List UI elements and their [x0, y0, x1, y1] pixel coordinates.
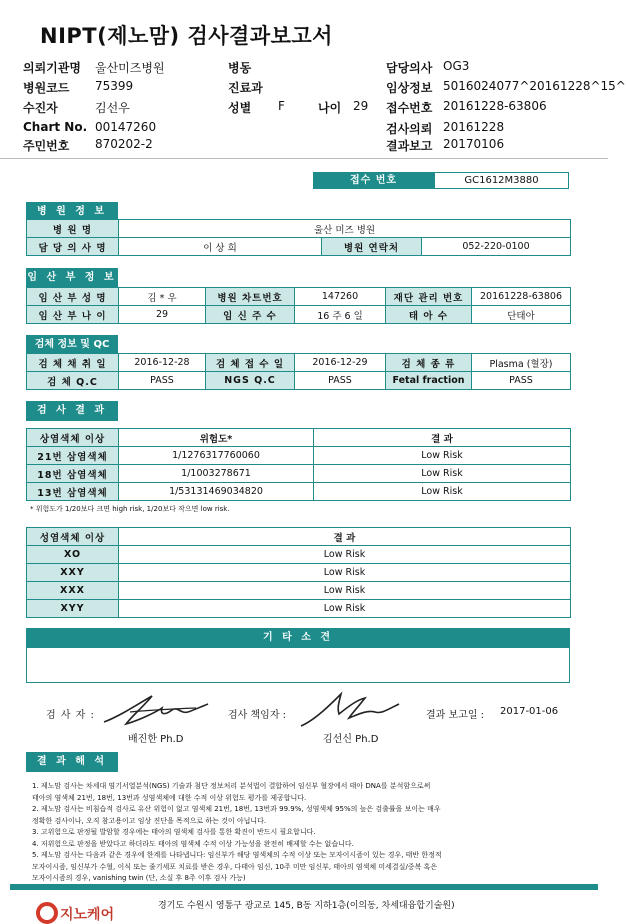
patient-name: 김 * 우	[119, 288, 206, 306]
cell-label: XXY	[27, 564, 119, 582]
result-value: Low Risk	[314, 465, 571, 483]
header-value: 75399	[95, 79, 134, 93]
interpretation-text	[32, 781, 442, 885]
fetal-fraction: PASS	[472, 372, 571, 390]
specimen-type: Plasma (혈장)	[472, 354, 571, 372]
hospital-contact: 052-220-0100	[422, 238, 571, 256]
interpretation-line: 정확한 검사이나, 오직 참고용이고 임상 진단을 목적으로 하는 것이 아닙니다.	[32, 816, 267, 825]
specimen-table	[26, 353, 571, 390]
header-value: OG3	[443, 59, 470, 73]
sex-chromosome-table	[26, 527, 571, 618]
patient-table	[26, 287, 571, 324]
section-header: 병 원 정 보	[26, 202, 118, 222]
interpretation-line: 태아의 염색체 21번, 18번, 13번과 성염색체에 대한 수적 이상 위험도 평가를 제공합니다.	[32, 793, 307, 802]
header-label: 나이	[318, 101, 342, 115]
interpretation-line: 5. 제노맘 검사는 다음과 같은 경우에 한계를 나타냅니다: 임신부가 해당 염색체의 수적 이상 또는 모자이시즘이 있는 경우, 태반 한정적	[32, 851, 442, 859]
other-findings-header: 기 타 소 견	[26, 628, 570, 648]
page-title: NIPT(제노맘) 검사결과보고서	[40, 24, 333, 48]
report-date: 2017-01-06	[500, 706, 559, 717]
header-label: 병원코드	[23, 81, 70, 95]
specimen-qc: PASS	[119, 372, 206, 390]
manager-name: 김선신 Ph.D	[323, 734, 379, 745]
table-row	[27, 546, 571, 564]
cell-label: 병원 차트번호	[206, 288, 295, 306]
company-logo-icon	[36, 902, 58, 924]
header-value: 870202-2	[95, 137, 153, 151]
header-label: 담당의사	[386, 61, 433, 75]
section-header: 검체 정보 및 QC	[26, 335, 118, 355]
interpretation-line: 3. 고위험으로 판정될 발암할 경우에는 태아의 염색체 검사를 통한 확진이 반드시 필요합니다.	[32, 828, 316, 836]
header-label: Chart No.	[23, 120, 88, 134]
header-value: 00147260	[95, 120, 157, 134]
table-row	[27, 483, 571, 501]
cell-label: 검 체 채 취 일	[27, 354, 119, 372]
table-row	[27, 465, 571, 483]
cell-label: 임 신 주 수	[206, 306, 295, 324]
patient-chart: 147260	[295, 288, 386, 306]
col-header: 위험도*	[119, 429, 314, 447]
tester-signature	[100, 690, 215, 730]
header-label: 진료과	[228, 81, 263, 95]
cell-label: XYY	[27, 600, 119, 618]
receive-date: 2016-12-29	[295, 354, 386, 372]
other-findings-content	[26, 648, 570, 683]
col-header: 결 과	[119, 528, 571, 546]
cell-label: 담 당 의 사 명	[27, 238, 119, 256]
interpretation-line: 1. 제노맘 검사는 차세대 염기서열분석(NGS) 기술과 첨단 정보처리 분석법이 결합하여 임신부 혈장에서 태아 DNA를 분석함으로써	[32, 782, 431, 790]
cell-label: 재단 관리 번호	[386, 288, 472, 306]
doctor-name: 이 상 희	[119, 238, 322, 256]
table-row	[27, 582, 571, 600]
header-label: 의뢰기관명	[23, 61, 81, 75]
header-value: 울산미즈병원	[95, 61, 165, 75]
header-value: 김선우	[95, 101, 130, 115]
cell-label: 태 아 수	[386, 306, 472, 324]
cell-label: 임 산 부 나 이	[27, 306, 119, 324]
cell-label: 임 산 부 성 명	[27, 288, 119, 306]
interpretation-line: 2. 제노맘 검사는 비침습적 검사로 유산 위험이 없고 염색체 21번, 18번, 13번과 99.9%, 성염색체 95%의 높은 검출률을 보이는 매우	[32, 805, 441, 813]
footer-bar	[10, 884, 598, 890]
header-value: F	[278, 99, 285, 113]
fetus-count: 단태아	[472, 306, 571, 324]
header-label: 임상정보	[386, 81, 433, 95]
manager-label: 검사 책임자 :	[228, 710, 287, 721]
cell-label: 병원 연락처	[322, 238, 422, 256]
manager-signature	[295, 688, 405, 730]
result-value: Low Risk	[119, 600, 571, 618]
cell-label: 13번 삼염색체	[27, 483, 119, 501]
header-label: 검사의뢰	[386, 122, 433, 136]
risk-value: 1/1276317760060	[119, 447, 314, 465]
cell-label: NGS Q.C	[206, 372, 295, 390]
cell-label: XO	[27, 546, 119, 564]
col-header: 성염색체 이상	[27, 528, 119, 546]
cell-label: 검 체 종 류	[386, 354, 472, 372]
header-value: 20161228-63806	[443, 99, 547, 113]
table-row	[27, 447, 571, 465]
results-table	[26, 428, 571, 501]
result-value: Low Risk	[119, 582, 571, 600]
cell-label: 병 원 명	[27, 220, 119, 238]
divider	[0, 158, 608, 159]
interpretation-line: 모자이시즘의 경우, vanishing twin (단, 소실 후 8주 이후 검사 가능)	[32, 874, 246, 882]
report-date-label: 결과 보고일 :	[426, 710, 485, 721]
ngs-qc: PASS	[295, 372, 386, 390]
company-logo-text: 지노케어	[60, 907, 115, 923]
section-header: 결 과 해 석	[26, 752, 118, 772]
header-label: 결과보고	[386, 139, 433, 153]
table-row	[27, 600, 571, 618]
cell-label: 21번 삼염색체	[27, 447, 119, 465]
company-address: 경기도 수원시 영통구 광교로 145, B동 지하1층(이의동, 차세대융합기술원)	[158, 901, 455, 911]
result-value: Low Risk	[314, 483, 571, 501]
header-value: 29	[353, 99, 369, 113]
section-header: 검 사 결 과	[26, 401, 118, 421]
risk-value: 1/1003278671	[119, 465, 314, 483]
interpretation-line: 4. 저위험으로 판정을 받았다고 하더라도 태아의 염색체 수적 이상 가능성을 완전히 배제할 수는 없습니다.	[32, 839, 354, 848]
header-value: 5016024077^20161228^15^	[443, 79, 626, 93]
hospital-name: 울산 미즈 병원	[119, 220, 571, 238]
cell-label: 검 체 접 수 일	[206, 354, 295, 372]
foundation-number: 20161228-63806	[472, 288, 571, 306]
table-row	[27, 564, 571, 582]
header-label: 성별	[228, 101, 252, 115]
cell-label: 검 체 Q.C	[27, 372, 119, 390]
header-value: 20170106	[443, 137, 505, 151]
header-label: 접수번호	[386, 101, 433, 115]
cell-label: XXX	[27, 582, 119, 600]
header-label: 수진자	[23, 101, 58, 115]
cell-label: 18번 삼염색체	[27, 465, 119, 483]
gestation-weeks: 16 주 6 일	[295, 306, 386, 324]
tester-name: 배진한 Ph.D	[128, 734, 184, 745]
col-header: 상염색체 이상	[27, 429, 119, 447]
header-value: 20161228	[443, 120, 505, 134]
cell-label: Fetal fraction	[386, 372, 472, 390]
receipt-label: 접수 번호	[313, 172, 434, 189]
result-value: Low Risk	[119, 546, 571, 564]
result-value: Low Risk	[119, 564, 571, 582]
risk-value: 1/53131469034820	[119, 483, 314, 501]
hospital-table	[26, 219, 571, 256]
collect-date: 2016-12-28	[119, 354, 206, 372]
header-label: 병동	[228, 61, 252, 75]
header-label: 주민번호	[23, 139, 70, 153]
receipt-number: GC1612M3880	[434, 172, 569, 189]
patient-age: 29	[119, 306, 206, 324]
tester-label: 검 사 자 :	[46, 710, 95, 721]
interpretation-line: 모자이시즘, 임신부가 수혈, 이식 또는 줄기세포 치료를 받은 경우, 다태아 임신, 10주 미만 임신부, 태아의 염색체 미세결실/중복 혹은	[32, 862, 438, 871]
col-header: 결 과	[314, 429, 571, 447]
risk-note: * 위험도가 1/20보다 크면 high risk, 1/20보다 작으면 low risk.	[30, 505, 230, 513]
result-value: Low Risk	[314, 447, 571, 465]
section-header: 임 산 부 정 보	[26, 268, 118, 288]
